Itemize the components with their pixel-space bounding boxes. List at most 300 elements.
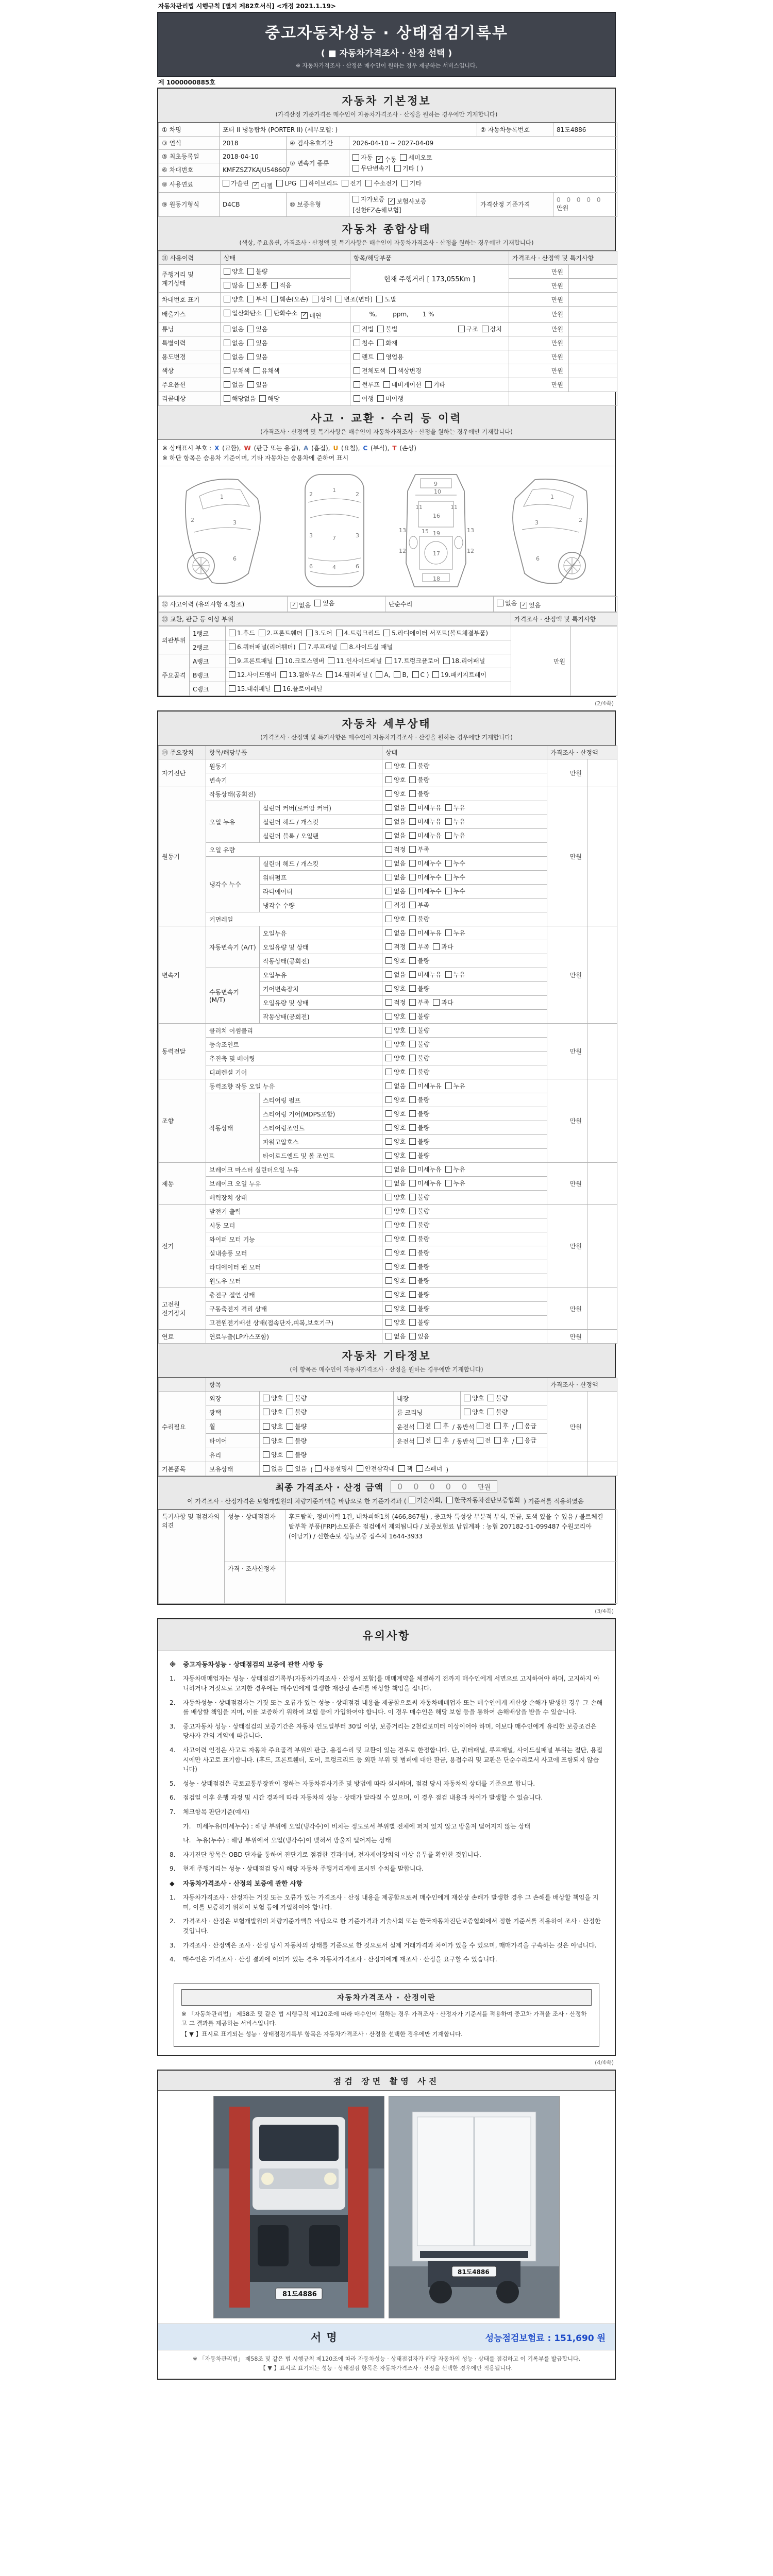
checkbox-14.필러패널 ([interactable]: [326, 670, 373, 679]
car-damage-diagrams: [158, 466, 615, 596]
checkbox-불량[interactable]: [409, 1137, 429, 1146]
checkbox-미세누유[interactable]: [409, 1179, 441, 1188]
block-photos-signature: [157, 2070, 616, 2380]
checkbox-label: 전기: [350, 180, 362, 187]
checkbox-해당없음[interactable]: [224, 394, 256, 403]
checkbox-있음[interactable]: [247, 380, 267, 389]
checkbox-group[interactable]: [229, 645, 396, 652]
column-header: ⑬ 교환, 판금 등 이상 부위: [159, 613, 511, 626]
checkbox-불량[interactable]: [287, 1408, 307, 1416]
checkbox-없음[interactable]: [224, 325, 244, 333]
checkbox-양호[interactable]: [385, 984, 406, 993]
checkbox-cell: [382, 885, 547, 899]
checkbox-group[interactable]: [187, 1496, 586, 1505]
checkbox-불량[interactable]: [287, 1436, 307, 1445]
checkbox-무채색[interactable]: [224, 366, 250, 375]
checkbox-없음[interactable]: [224, 338, 244, 347]
checkbox-없음[interactable]: [385, 1165, 406, 1174]
notice-item: [170, 1941, 603, 1951]
checkbox-수동[interactable]: [376, 155, 396, 164]
checkbox-전[interactable]: [477, 1421, 491, 1430]
checkbox-group-text: [신한EZ손해보험]: [352, 207, 401, 214]
checkbox-4.트렁크리드[interactable]: [336, 629, 380, 637]
checkbox-19.패키지트레이[interactable]: [432, 670, 486, 679]
checkbox-있음[interactable]: [314, 599, 334, 607]
checkbox-group[interactable]: [224, 297, 400, 304]
checkbox-불량[interactable]: [409, 1262, 429, 1271]
checkbox-기타[interactable]: [425, 380, 445, 389]
checkbox-group[interactable]: [354, 368, 425, 376]
checkbox-보험사보증[interactable]: [388, 197, 426, 206]
checkbox-group[interactable]: [229, 686, 326, 693]
checkbox-없음[interactable]: [385, 928, 406, 937]
checkbox-미세누수[interactable]: [409, 887, 441, 895]
checkbox-미세누유[interactable]: [409, 817, 441, 826]
checkbox-누수[interactable]: [445, 887, 465, 895]
checkbox-누유[interactable]: [445, 928, 465, 937]
checkbox-group[interactable]: [224, 382, 271, 389]
checkbox-group[interactable]: [397, 1438, 540, 1445]
checkbox-없음[interactable]: [385, 1179, 406, 1188]
checkbox-양호[interactable]: [385, 1054, 406, 1062]
checkbox-썬루프[interactable]: [354, 380, 380, 389]
checkbox-양호[interactable]: [263, 1450, 283, 1459]
checkbox-적정[interactable]: [385, 845, 406, 854]
checkbox-cell: [382, 982, 547, 996]
checkbox-cell: [382, 1330, 547, 1344]
checkbox-적법[interactable]: [354, 325, 374, 333]
checkbox-group[interactable]: [223, 181, 425, 188]
checkbox-불량[interactable]: [409, 1304, 429, 1313]
checkbox-불량[interactable]: [409, 1234, 429, 1243]
checkbox-불량[interactable]: [409, 984, 429, 993]
checkbox-화재[interactable]: [377, 338, 397, 347]
checkbox-불량[interactable]: [409, 1290, 429, 1299]
checkbox-전[interactable]: [417, 1436, 431, 1445]
checkbox-불량[interactable]: [409, 1318, 429, 1327]
checkbox-양호[interactable]: [385, 1109, 406, 1118]
checkbox-부족[interactable]: [409, 845, 429, 854]
checkbox-유채색[interactable]: [254, 366, 280, 375]
checkbox-누유[interactable]: [445, 1165, 465, 1174]
checkbox-box-icon: [385, 1013, 392, 1020]
checkbox-box-icon: [263, 1395, 270, 1401]
checkbox-group[interactable]: [354, 341, 401, 348]
checkbox-양호[interactable]: [385, 1151, 406, 1160]
checkbox-있음[interactable]: [520, 601, 541, 609]
checkbox-box-icon: [409, 874, 416, 880]
checkbox-10.크로스멤버[interactable]: [276, 656, 324, 665]
checkbox-group[interactable]: [224, 311, 325, 318]
checkbox-group[interactable]: [458, 325, 506, 334]
checkbox-group[interactable]: [354, 382, 449, 389]
checkbox-불량[interactable]: [409, 775, 429, 784]
checkbox-양호[interactable]: [385, 1123, 406, 1132]
checkbox-무단변속기[interactable]: [352, 164, 391, 173]
checkbox-불량[interactable]: [409, 789, 429, 798]
checkbox-양호[interactable]: [263, 1394, 283, 1402]
checkbox-색상변경[interactable]: [389, 366, 421, 375]
checkbox-label: 미세누수: [417, 860, 442, 867]
checkbox-불량[interactable]: [409, 1054, 429, 1062]
checkbox-불량[interactable]: [409, 1221, 429, 1229]
checkbox-수소전기[interactable]: [365, 179, 397, 188]
checkbox-후[interactable]: [494, 1436, 509, 1445]
signature-band: [158, 2324, 615, 2350]
checkbox-group[interactable]: [464, 1410, 511, 1417]
checkbox-후[interactable]: [434, 1421, 449, 1430]
checkbox-응급[interactable]: [516, 1421, 536, 1430]
checkbox-양호[interactable]: [224, 267, 244, 276]
checkbox-누유[interactable]: [445, 1081, 465, 1090]
checkbox-label: 누유: [453, 1180, 465, 1187]
checkbox-미세누수[interactable]: [409, 859, 441, 868]
checkbox-C )[interactable]: [412, 671, 429, 679]
checkbox-없음[interactable]: [385, 817, 406, 826]
price-cell: 만원: [547, 787, 587, 926]
checkbox-구조[interactable]: [458, 325, 478, 333]
checkbox-누유[interactable]: [445, 831, 465, 840]
checkbox-7.루프패널[interactable]: [299, 642, 338, 651]
checkbox-없음[interactable]: [385, 831, 406, 840]
checkbox-불법[interactable]: [377, 325, 397, 333]
checkbox-미세누유[interactable]: [409, 1081, 441, 1090]
checkbox-전[interactable]: [477, 1436, 491, 1445]
checkbox-렌트[interactable]: [354, 352, 374, 361]
checkbox-cell: [382, 1038, 547, 1052]
checkbox-양호[interactable]: [385, 956, 406, 965]
checkbox-1.후드[interactable]: [229, 629, 255, 637]
checkbox-없음[interactable]: [263, 1464, 283, 1473]
checkbox-가솔린[interactable]: [223, 179, 249, 188]
checkbox-B,[interactable]: [394, 671, 408, 679]
checkbox-후[interactable]: [434, 1436, 449, 1445]
item-label: 커먼레일: [206, 912, 382, 926]
checkbox-group[interactable]: [224, 269, 271, 276]
checkbox-양호[interactable]: [385, 1318, 406, 1327]
status-code-desc: (부식),: [368, 444, 390, 452]
checkbox-응급[interactable]: [516, 1436, 536, 1445]
checkbox-양호[interactable]: [385, 1262, 406, 1271]
checkbox-없음[interactable]: [385, 887, 406, 895]
checkbox-있음[interactable]: [247, 338, 267, 347]
checkbox-group[interactable]: [352, 164, 614, 173]
checkbox-box-icon: ✓: [520, 602, 527, 608]
checkbox-box-icon: [409, 1096, 416, 1103]
checkbox-15.대쉬패널[interactable]: [229, 684, 271, 693]
checkbox-2.프론트휀더[interactable]: [259, 629, 303, 637]
checkbox-양호[interactable]: [464, 1394, 484, 1402]
checkbox-양호[interactable]: [263, 1436, 283, 1445]
checkbox-안전삼각대[interactable]: [357, 1464, 395, 1473]
price-cell: 만원: [547, 1330, 587, 1344]
checkbox-전체도색[interactable]: [354, 366, 385, 375]
checkbox-양호[interactable]: [385, 1026, 406, 1035]
checkbox-양호[interactable]: [385, 1040, 406, 1048]
checkbox-불량[interactable]: [287, 1422, 307, 1431]
checkbox-적정[interactable]: [385, 998, 406, 1007]
table-row: [159, 1330, 617, 1344]
checkbox-box-icon: [229, 643, 236, 650]
checkbox-불량[interactable]: [409, 1040, 429, 1048]
checkbox-불량[interactable]: [409, 1067, 429, 1076]
checkbox-미세누유[interactable]: [409, 803, 441, 812]
checkbox-group[interactable]: [352, 197, 430, 214]
checkbox-없음[interactable]: [224, 380, 244, 389]
checkbox-없음[interactable]: [385, 1081, 406, 1090]
checkbox-양호[interactable]: [385, 1221, 406, 1229]
checkbox-cell: [221, 307, 350, 323]
checkbox-group[interactable]: [263, 1452, 310, 1460]
checkbox-자가보증[interactable]: [352, 195, 384, 204]
checkbox-group[interactable]: [291, 601, 338, 608]
checkbox-있음[interactable]: [287, 1464, 307, 1473]
checkbox-group[interactable]: [497, 601, 544, 608]
checkbox-부족[interactable]: [409, 901, 429, 909]
checkbox-잭[interactable]: [398, 1464, 413, 1473]
checkbox-양호[interactable]: [263, 1422, 283, 1431]
checkbox-group[interactable]: [263, 1396, 310, 1403]
checkbox-과다[interactable]: [433, 942, 453, 951]
block-notice: [157, 1618, 616, 2056]
notice-item: [170, 1878, 603, 1888]
checkbox-있음[interactable]: [247, 325, 267, 333]
checkbox-양호[interactable]: [385, 1137, 406, 1146]
svg-text:6: 6: [233, 555, 237, 562]
checkbox-누유[interactable]: [445, 970, 465, 979]
checkbox-8.사이드실 패널[interactable]: [341, 642, 393, 651]
checkbox-하이브리드[interactable]: [300, 179, 338, 188]
checkbox-group[interactable]: [224, 283, 295, 290]
checkbox-group[interactable]: [229, 658, 489, 666]
checkbox-12.사이드멤버[interactable]: [229, 670, 277, 679]
checkbox-불량[interactable]: [409, 761, 429, 770]
checkbox-5.라디에이터 서포트(볼트체결부품)[interactable]: [383, 629, 488, 637]
checkbox-불량[interactable]: [409, 1012, 429, 1021]
checkbox-label: 양호: [394, 1041, 406, 1048]
checkbox-불량[interactable]: [409, 1095, 429, 1104]
checkbox-box-icon: [409, 832, 416, 839]
checkbox-변조(변타)[interactable]: [335, 295, 373, 303]
checkbox-장치[interactable]: [482, 325, 502, 333]
checkbox-불량[interactable]: [409, 914, 429, 923]
checkbox-누유[interactable]: [445, 817, 465, 826]
checkbox-미이행[interactable]: [377, 394, 404, 403]
checkbox-불량[interactable]: [409, 956, 429, 965]
checkbox-box-icon: [409, 1082, 416, 1089]
checkbox-보통[interactable]: [247, 281, 267, 290]
checkbox-미세누유[interactable]: [409, 970, 441, 979]
checkbox-기타[interactable]: [401, 179, 422, 188]
checkbox-cell: [382, 1079, 547, 1093]
checkbox-3.도어[interactable]: [306, 629, 332, 637]
checkbox-부식[interactable]: [247, 295, 267, 303]
checkbox-양호[interactable]: [385, 1248, 406, 1257]
checkbox-양호[interactable]: [385, 789, 406, 798]
checkbox-16.플로어패널[interactable]: [274, 684, 322, 693]
checkbox-불량[interactable]: [488, 1408, 508, 1416]
checkbox-디젤[interactable]: [253, 181, 273, 190]
table-row: [159, 322, 617, 336]
checkbox-group[interactable]: [224, 354, 271, 362]
checkbox-없음[interactable]: [385, 970, 406, 979]
checkbox-box-icon: [385, 1138, 392, 1145]
checkbox-불량[interactable]: [409, 1123, 429, 1132]
checkbox-group[interactable]: [263, 1466, 450, 1473]
checkbox-누유[interactable]: [445, 1179, 465, 1188]
checkbox-group[interactable]: [229, 672, 490, 680]
checkbox-group[interactable]: [354, 354, 407, 362]
checkbox-미세누유[interactable]: [409, 831, 441, 840]
checkbox-group[interactable]: [224, 396, 283, 403]
checkbox-세미오토[interactable]: [400, 153, 432, 162]
checkbox-누수[interactable]: [445, 859, 465, 868]
checkbox-group[interactable]: [263, 1424, 310, 1431]
checkbox-불량[interactable]: [409, 1207, 429, 1215]
checkbox-한국자동차진단보증협회[interactable]: [446, 1496, 520, 1504]
checkbox-양호[interactable]: [385, 1290, 406, 1299]
checkbox-없음[interactable]: [385, 859, 406, 868]
price-cell: 만원: [547, 1288, 587, 1330]
checkbox-13.휠하우스[interactable]: [280, 670, 322, 679]
checkbox-도말[interactable]: [376, 295, 396, 303]
checkbox-자동[interactable]: [352, 153, 373, 162]
checkbox-없음[interactable]: [385, 873, 406, 882]
checkbox-전[interactable]: [417, 1421, 431, 1430]
checkbox-양호[interactable]: [385, 1304, 406, 1313]
checkbox-전기[interactable]: [342, 179, 362, 188]
checkbox-11.인사이드패널[interactable]: [328, 656, 382, 665]
checkbox-양호[interactable]: [385, 914, 406, 923]
checkbox-box-icon: [409, 957, 416, 964]
checkbox-누수[interactable]: [445, 873, 465, 882]
checkbox-box-icon: [385, 971, 392, 978]
main-frame-group-label: 주요골격: [159, 654, 190, 696]
checkbox-label: 과다: [441, 999, 453, 1006]
checkbox-양호[interactable]: [385, 1012, 406, 1021]
checkbox-불량[interactable]: [409, 1193, 429, 1201]
checkbox-불량[interactable]: [287, 1450, 307, 1459]
checkbox-일산화탄소[interactable]: [224, 309, 262, 317]
checkbox-불량[interactable]: [409, 1109, 429, 1118]
checkbox-불량[interactable]: [409, 1026, 429, 1035]
checkbox-과다[interactable]: [433, 998, 453, 1007]
checkbox-영업용[interactable]: [377, 352, 404, 361]
checkbox-group[interactable]: [224, 368, 283, 376]
checkbox-미세누유[interactable]: [409, 1165, 441, 1174]
checkbox-있음[interactable]: [409, 1332, 429, 1341]
checkbox-18.리어패널[interactable]: [443, 656, 485, 665]
checkbox-부족[interactable]: [409, 942, 429, 951]
checkbox-box-icon: [409, 804, 416, 811]
checkbox-불량[interactable]: [409, 1151, 429, 1160]
checkbox-group[interactable]: [224, 327, 271, 334]
checkbox-침수[interactable]: [354, 338, 374, 347]
checkbox-기타 ( )[interactable]: [394, 164, 423, 173]
checkbox-사용설명서[interactable]: [315, 1464, 353, 1473]
checkbox-부족[interactable]: [409, 998, 429, 1007]
checkbox-LPG[interactable]: [276, 180, 296, 187]
checkbox-9.프론트패널[interactable]: [229, 656, 273, 665]
checkbox-불량[interactable]: [409, 1276, 429, 1285]
checkbox-label: 미세누유: [417, 1180, 442, 1187]
checkbox-group[interactable]: [352, 153, 614, 164]
checkbox-상이[interactable]: [312, 295, 332, 303]
checkbox-label: 자가보증: [361, 195, 385, 203]
checkbox-양호[interactable]: [385, 1276, 406, 1285]
column-header: 항목/해당부품: [206, 746, 382, 759]
checkbox-양호[interactable]: [385, 1095, 406, 1104]
checkbox-양호[interactable]: [385, 1067, 406, 1076]
checkbox-불량[interactable]: [287, 1394, 307, 1402]
checkbox-없음[interactable]: [385, 803, 406, 812]
checkbox-적정[interactable]: [385, 901, 406, 909]
checkbox-group[interactable]: [263, 1410, 310, 1417]
checkbox-group[interactable]: [354, 396, 407, 403]
checkbox-불량[interactable]: [247, 267, 267, 276]
checkbox-불량[interactable]: [488, 1394, 508, 1402]
checkbox-탄화수소[interactable]: [265, 309, 297, 317]
checkbox-없음[interactable]: [224, 352, 244, 361]
checkbox-17.트렁크플로어[interactable]: [385, 656, 440, 665]
checkbox-box-icon: [433, 999, 440, 1006]
checkbox-불량[interactable]: [409, 1248, 429, 1257]
checkbox-양호[interactable]: [385, 775, 406, 784]
checkbox-이행[interactable]: [354, 394, 374, 403]
car-diagram-underbody: [395, 470, 477, 591]
checkbox-없음[interactable]: [497, 599, 517, 607]
checkbox-양호[interactable]: [464, 1408, 484, 1416]
checkbox-group[interactable]: [224, 341, 271, 348]
checkbox-양호[interactable]: [385, 1193, 406, 1201]
checkbox-양호[interactable]: [385, 761, 406, 770]
checkbox-후[interactable]: [494, 1421, 509, 1430]
checkbox-있음[interactable]: [247, 352, 267, 361]
checkbox-미세누유[interactable]: [409, 928, 441, 937]
checkbox-스패너[interactable]: [416, 1464, 443, 1473]
checkbox-훼손(오손)[interactable]: [271, 295, 308, 303]
checkbox-적음[interactable]: [271, 281, 291, 290]
checkbox-적정[interactable]: [385, 942, 406, 951]
checkbox-기술사회,[interactable]: [409, 1496, 443, 1504]
checkbox-없음[interactable]: [291, 601, 311, 609]
table-header-row: [159, 613, 617, 626]
checkbox-양호[interactable]: [385, 1207, 406, 1215]
checkbox-많음[interactable]: [224, 281, 244, 290]
checkbox-group[interactable]: [397, 1423, 540, 1431]
checkbox-group[interactable]: [263, 1438, 310, 1446]
checkbox-group[interactable]: [354, 325, 401, 334]
checkbox-group[interactable]: [464, 1396, 511, 1403]
checkbox-group[interactable]: [229, 631, 492, 638]
checkbox-해당[interactable]: [259, 394, 279, 403]
checkbox-A,[interactable]: [376, 671, 390, 679]
checkbox-네비게이션[interactable]: [383, 380, 422, 389]
column-header: 상태: [382, 746, 547, 759]
checkbox-누유[interactable]: [445, 803, 465, 812]
sub-group-label: 냉각수 누수: [206, 857, 260, 912]
checkbox-6.쿼터패널(리어휀더)[interactable]: [229, 642, 296, 651]
checkbox-label: 없음: [394, 1166, 406, 1173]
checkbox-label: 양호: [394, 1305, 406, 1312]
checkbox-양호[interactable]: [263, 1408, 283, 1416]
table-row: [159, 1562, 617, 1604]
checkbox-매연[interactable]: [301, 311, 321, 320]
checkbox-미세누수[interactable]: [409, 873, 441, 882]
checkbox-없음[interactable]: [385, 1332, 406, 1341]
checkbox-양호[interactable]: [385, 1234, 406, 1243]
checkbox-양호[interactable]: [224, 295, 244, 303]
